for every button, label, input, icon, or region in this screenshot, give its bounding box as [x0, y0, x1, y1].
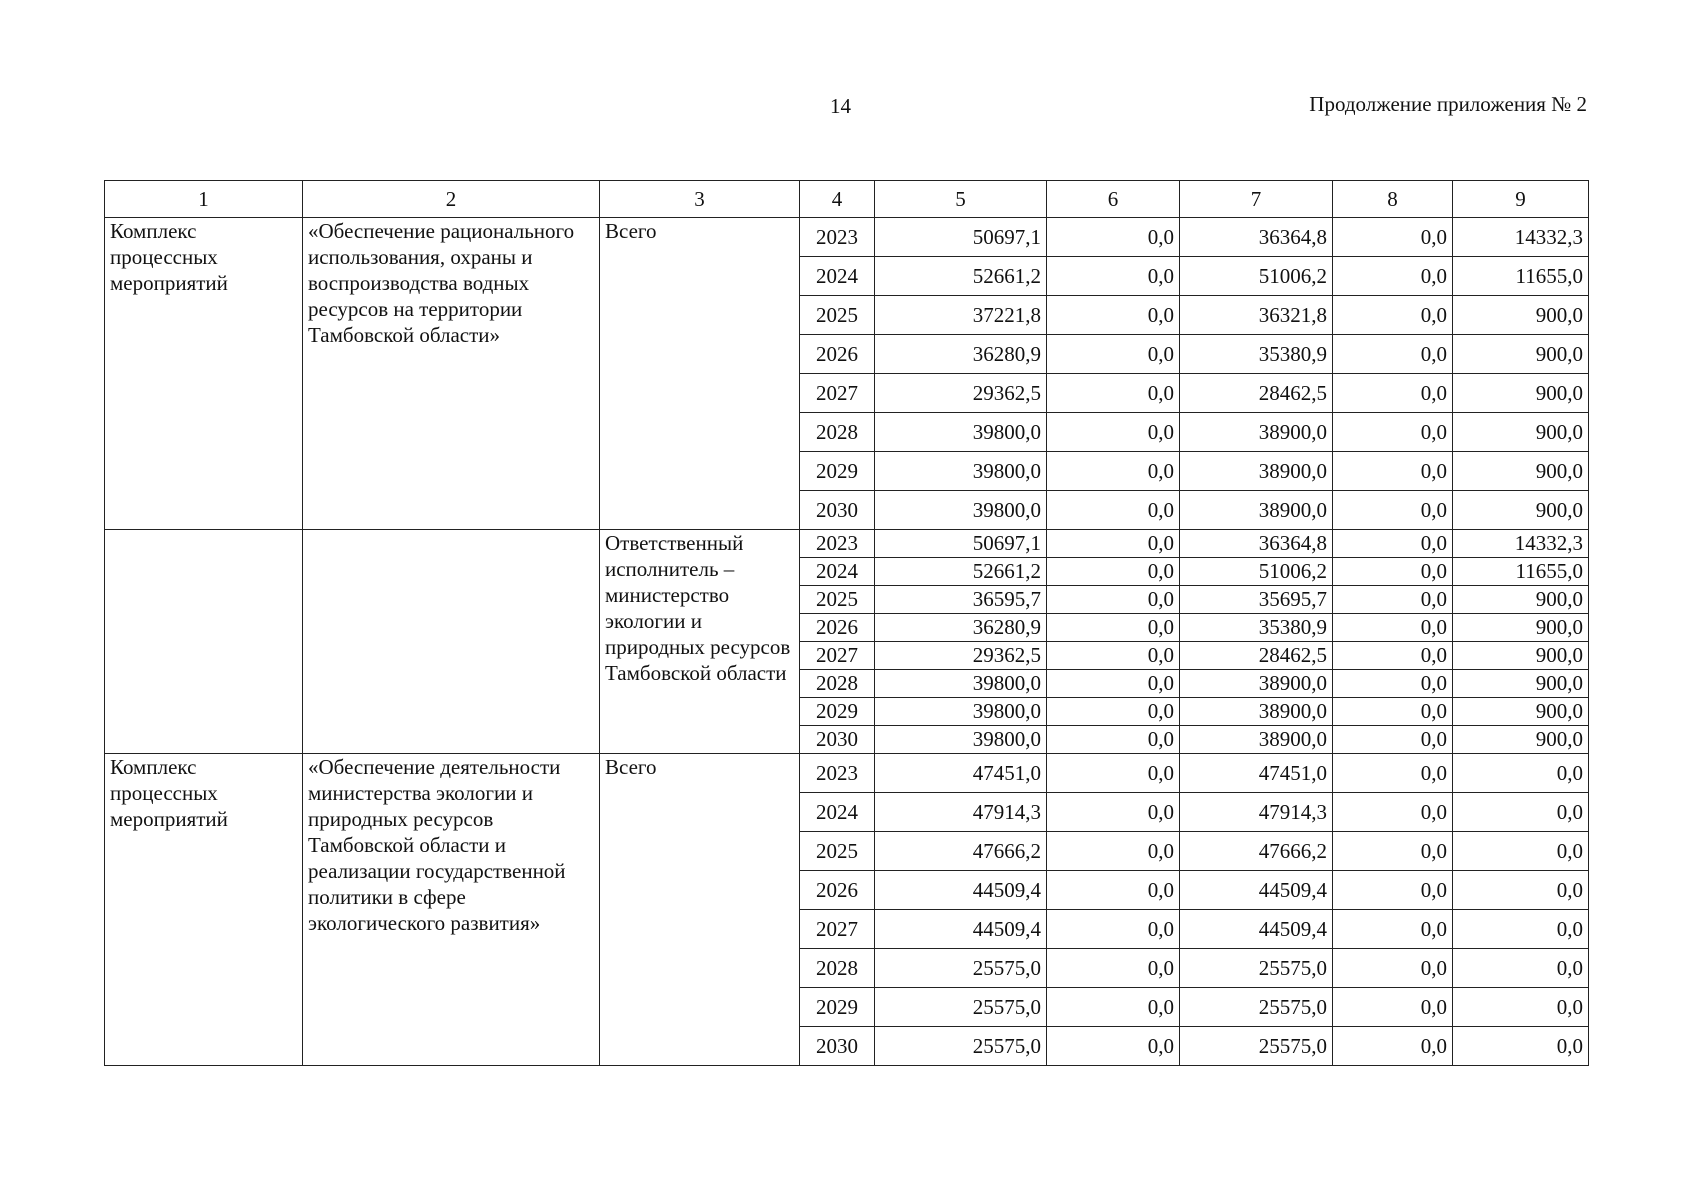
amount-cell: 0,0	[1333, 374, 1453, 413]
amount-cell: 0,0	[1047, 413, 1180, 452]
amount-cell: 25575,0	[1180, 1027, 1333, 1066]
amount-cell: 0,0	[1333, 1027, 1453, 1066]
amount-cell: 0,0	[1047, 832, 1180, 871]
amount-cell: 900,0	[1453, 614, 1589, 642]
amount-cell: 900,0	[1453, 296, 1589, 335]
amount-cell: 0,0	[1047, 910, 1180, 949]
year-cell: 2025	[800, 586, 875, 614]
amount-cell: 0,0	[1333, 871, 1453, 910]
year-cell: 2027	[800, 910, 875, 949]
amount-cell: 35695,7	[1180, 586, 1333, 614]
amount-cell: 39800,0	[875, 413, 1047, 452]
amount-cell: 0,0	[1047, 558, 1180, 586]
table-row	[105, 530, 1589, 558]
amount-cell: 36280,9	[875, 614, 1047, 642]
source-cell: Всего	[600, 218, 800, 530]
year-cell: 2029	[800, 988, 875, 1027]
amount-cell: 44509,4	[875, 871, 1047, 910]
amount-cell: 44509,4	[1180, 910, 1333, 949]
year-cell: 2027	[800, 642, 875, 670]
amount-cell: 0,0	[1333, 586, 1453, 614]
amount-cell: 900,0	[1453, 726, 1589, 754]
amount-cell: 36280,9	[875, 335, 1047, 374]
amount-cell: 0,0	[1453, 910, 1589, 949]
amount-cell: 0,0	[1047, 988, 1180, 1027]
amount-cell: 0,0	[1453, 793, 1589, 832]
amount-cell: 11655,0	[1453, 257, 1589, 296]
amount-cell: 0,0	[1333, 530, 1453, 558]
column-number: 4	[800, 181, 875, 218]
amount-cell: 0,0	[1047, 670, 1180, 698]
amount-cell: 51006,2	[1180, 558, 1333, 586]
amount-cell: 0,0	[1047, 452, 1180, 491]
amount-cell: 0,0	[1453, 832, 1589, 871]
year-cell: 2023	[800, 530, 875, 558]
amount-cell: 0,0	[1333, 642, 1453, 670]
year-cell: 2027	[800, 374, 875, 413]
amount-cell: 25575,0	[875, 949, 1047, 988]
activity-name-cell: «Обеспечение рационального использования, охраны и воспроизводства водных ресурсов на территории Тамбовской области»	[303, 218, 600, 530]
amount-cell: 0,0	[1333, 413, 1453, 452]
amount-cell: 52661,2	[875, 257, 1047, 296]
amount-cell: 47451,0	[875, 754, 1047, 793]
column-number: 9	[1453, 181, 1589, 218]
amount-cell: 0,0	[1047, 793, 1180, 832]
amount-cell: 0,0	[1333, 335, 1453, 374]
amount-cell: 29362,5	[875, 374, 1047, 413]
column-number: 7	[1180, 181, 1333, 218]
year-cell: 2028	[800, 670, 875, 698]
amount-cell: 0,0	[1333, 988, 1453, 1027]
appendix-continuation-note: Продолжение приложения № 2	[1309, 92, 1587, 116]
amount-cell: 0,0	[1333, 614, 1453, 642]
amount-cell: 900,0	[1453, 698, 1589, 726]
amount-cell: 0,0	[1047, 586, 1180, 614]
amount-cell: 14332,3	[1453, 218, 1589, 257]
year-cell: 2025	[800, 296, 875, 335]
amount-cell: 52661,2	[875, 558, 1047, 586]
column-number: 2	[303, 181, 600, 218]
amount-cell: 39800,0	[875, 698, 1047, 726]
amount-cell: 0,0	[1047, 726, 1180, 754]
year-cell: 2029	[800, 452, 875, 491]
amount-cell: 0,0	[1453, 988, 1589, 1027]
amount-cell: 44509,4	[1180, 871, 1333, 910]
amount-cell: 0,0	[1333, 910, 1453, 949]
amount-cell: 900,0	[1453, 452, 1589, 491]
amount-cell: 47914,3	[875, 793, 1047, 832]
amount-cell: 0,0	[1333, 754, 1453, 793]
amount-cell: 11655,0	[1453, 558, 1589, 586]
table-row	[105, 754, 1589, 793]
column-number: 8	[1333, 181, 1453, 218]
year-cell: 2026	[800, 871, 875, 910]
amount-cell: 37221,8	[875, 296, 1047, 335]
amount-cell: 0,0	[1047, 257, 1180, 296]
column-number: 3	[600, 181, 800, 218]
amount-cell: 0,0	[1333, 698, 1453, 726]
amount-cell: 900,0	[1453, 491, 1589, 530]
year-cell: 2023	[800, 754, 875, 793]
amount-cell: 0,0	[1047, 296, 1180, 335]
amount-cell: 50697,1	[875, 218, 1047, 257]
amount-cell: 39800,0	[875, 491, 1047, 530]
amount-cell: 38900,0	[1180, 413, 1333, 452]
amount-cell: 38900,0	[1180, 726, 1333, 754]
activity-name-cell	[303, 530, 600, 754]
amount-cell: 38900,0	[1180, 698, 1333, 726]
amount-cell: 900,0	[1453, 670, 1589, 698]
activity-type-cell	[105, 530, 303, 754]
amount-cell: 28462,5	[1180, 642, 1333, 670]
page-number: 14	[830, 94, 851, 118]
year-cell: 2024	[800, 793, 875, 832]
amount-cell: 25575,0	[1180, 988, 1333, 1027]
amount-cell: 900,0	[1453, 413, 1589, 452]
amount-cell: 0,0	[1453, 871, 1589, 910]
amount-cell: 0,0	[1333, 452, 1453, 491]
amount-cell: 900,0	[1453, 586, 1589, 614]
amount-cell: 0,0	[1333, 726, 1453, 754]
amount-cell: 0,0	[1453, 949, 1589, 988]
amount-cell: 900,0	[1453, 642, 1589, 670]
amount-cell: 0,0	[1333, 949, 1453, 988]
amount-cell: 0,0	[1333, 257, 1453, 296]
year-cell: 2030	[800, 491, 875, 530]
amount-cell: 0,0	[1047, 530, 1180, 558]
amount-cell: 29362,5	[875, 642, 1047, 670]
amount-cell: 38900,0	[1180, 670, 1333, 698]
amount-cell: 900,0	[1453, 374, 1589, 413]
amount-cell: 44509,4	[875, 910, 1047, 949]
year-cell: 2023	[800, 218, 875, 257]
year-cell: 2028	[800, 949, 875, 988]
amount-cell: 35380,9	[1180, 614, 1333, 642]
financing-table	[104, 180, 1589, 1066]
amount-cell: 51006,2	[1180, 257, 1333, 296]
year-cell: 2025	[800, 832, 875, 871]
amount-cell: 47914,3	[1180, 793, 1333, 832]
year-cell: 2026	[800, 614, 875, 642]
amount-cell: 0,0	[1453, 1027, 1589, 1066]
year-cell: 2029	[800, 698, 875, 726]
amount-cell: 0,0	[1047, 698, 1180, 726]
amount-cell: 0,0	[1047, 335, 1180, 374]
amount-cell: 36595,7	[875, 586, 1047, 614]
amount-cell: 38900,0	[1180, 452, 1333, 491]
amount-cell: 0,0	[1047, 754, 1180, 793]
amount-cell: 0,0	[1333, 832, 1453, 871]
year-cell: 2030	[800, 1027, 875, 1066]
amount-cell: 25575,0	[875, 1027, 1047, 1066]
amount-cell: 47666,2	[1180, 832, 1333, 871]
amount-cell: 0,0	[1333, 558, 1453, 586]
amount-cell: 900,0	[1453, 335, 1589, 374]
column-number: 5	[875, 181, 1047, 218]
amount-cell: 0,0	[1333, 670, 1453, 698]
amount-cell: 36364,8	[1180, 218, 1333, 257]
amount-cell: 38900,0	[1180, 491, 1333, 530]
amount-cell: 25575,0	[875, 988, 1047, 1027]
activity-type-cell: Комплекс процессных мероприятий	[105, 754, 303, 1066]
year-cell: 2024	[800, 257, 875, 296]
amount-cell: 0,0	[1047, 871, 1180, 910]
amount-cell: 0,0	[1047, 374, 1180, 413]
amount-cell: 14332,3	[1453, 530, 1589, 558]
amount-cell: 47451,0	[1180, 754, 1333, 793]
amount-cell: 36364,8	[1180, 530, 1333, 558]
amount-cell: 0,0	[1333, 793, 1453, 832]
amount-cell: 0,0	[1047, 949, 1180, 988]
amount-cell: 50697,1	[875, 530, 1047, 558]
amount-cell: 47666,2	[875, 832, 1047, 871]
source-cell: Всего	[600, 754, 800, 1066]
amount-cell: 35380,9	[1180, 335, 1333, 374]
column-number: 1	[105, 181, 303, 218]
year-cell: 2028	[800, 413, 875, 452]
amount-cell: 39800,0	[875, 726, 1047, 754]
year-cell: 2026	[800, 335, 875, 374]
amount-cell: 36321,8	[1180, 296, 1333, 335]
year-cell: 2030	[800, 726, 875, 754]
amount-cell: 0,0	[1333, 296, 1453, 335]
amount-cell: 0,0	[1047, 491, 1180, 530]
amount-cell: 28462,5	[1180, 374, 1333, 413]
table-row	[105, 218, 1589, 257]
amount-cell: 39800,0	[875, 670, 1047, 698]
amount-cell: 25575,0	[1180, 949, 1333, 988]
amount-cell: 39800,0	[875, 452, 1047, 491]
amount-cell: 0,0	[1047, 1027, 1180, 1066]
amount-cell: 0,0	[1047, 614, 1180, 642]
amount-cell: 0,0	[1047, 218, 1180, 257]
amount-cell: 0,0	[1453, 754, 1589, 793]
amount-cell: 0,0	[1047, 642, 1180, 670]
amount-cell: 0,0	[1333, 218, 1453, 257]
activity-name-cell: «Обеспечение деятельности министерства экологии и природных ресурсов Тамбовской области и реализации государственной политики в сфере экологического развития»	[303, 754, 600, 1066]
activity-type-cell: Комплекс процессных мероприятий	[105, 218, 303, 530]
source-cell: Ответственный исполнитель – министерство экологии и природных ресурсов Тамбовской области	[600, 530, 800, 754]
year-cell: 2024	[800, 558, 875, 586]
column-number: 6	[1047, 181, 1180, 218]
amount-cell: 0,0	[1333, 491, 1453, 530]
column-numbers-row	[105, 181, 1589, 218]
